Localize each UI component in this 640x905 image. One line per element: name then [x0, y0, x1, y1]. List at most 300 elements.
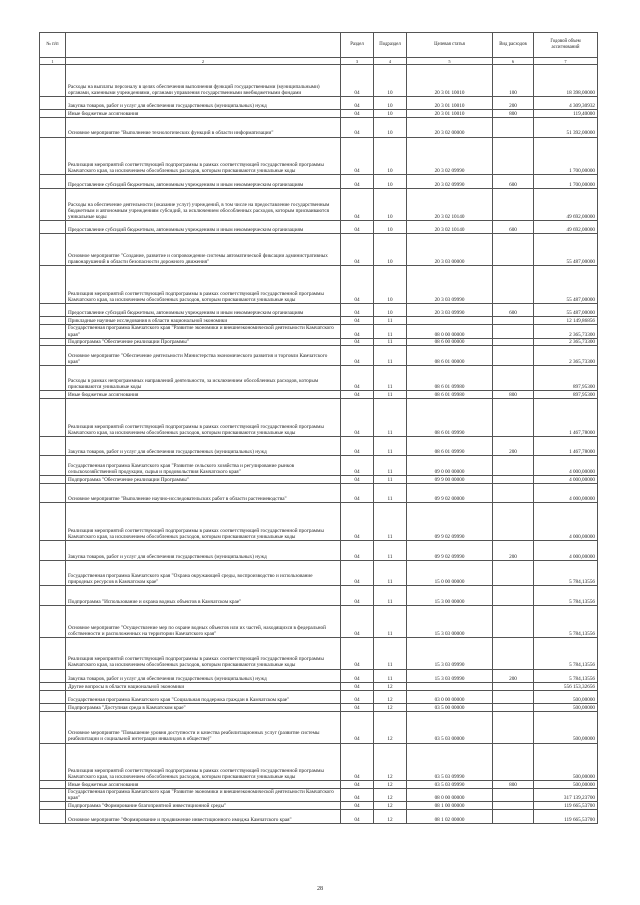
row-target-article-cell: 09 9 00 00000	[407, 476, 493, 484]
row-podrazdel-cell: 11	[374, 669, 407, 683]
row-number-cell	[40, 476, 66, 484]
row-razdel-cell: 04	[341, 456, 374, 476]
table-row	[40, 503, 598, 541]
row-razdel-cell: 04	[341, 398, 374, 436]
row-expense-type-cell	[493, 324, 534, 338]
row-amount-cell: 55 487,00000	[534, 303, 598, 317]
row-razdel-cell: 04	[341, 541, 374, 561]
row-podrazdel-cell: 11	[374, 324, 407, 338]
row-expense-type-cell: 600	[493, 220, 534, 234]
row-amount-cell: 119,40000	[534, 110, 598, 118]
table-row	[40, 436, 598, 456]
row-podrazdel-cell: 12	[374, 788, 407, 802]
row-target-article-cell: 09 0 00 00000	[407, 456, 493, 476]
row-razdel-cell: 04	[341, 683, 374, 691]
row-podrazdel-cell: 12	[374, 690, 407, 704]
row-amount-cell: 5 784,13556	[534, 637, 598, 669]
row-podrazdel-cell: 10	[374, 65, 407, 97]
row-razdel-cell: 04	[341, 781, 374, 789]
row-name-cell: Предоставление субсидий бюджетным, автономным учреждениям и иным некоммерческим организациям	[66, 303, 341, 317]
table-row	[40, 234, 598, 266]
row-podrazdel-cell: 11	[374, 483, 407, 503]
row-razdel-cell: 04	[341, 586, 374, 606]
row-number-cell	[40, 541, 66, 561]
row-number-cell	[40, 220, 66, 234]
row-name-cell: Основное мероприятие "Обеспечение деятельности Министерства экономического развития и торговли Камчатского края"	[66, 346, 341, 366]
row-expense-type-cell	[493, 810, 534, 824]
row-razdel-cell: 04	[341, 346, 374, 366]
table-row	[40, 476, 598, 484]
row-razdel-cell: 04	[341, 476, 374, 484]
row-target-article-cell: 20 3 02 00000	[407, 117, 493, 137]
row-podrazdel-cell: 11	[374, 436, 407, 456]
row-expense-type-cell	[493, 637, 534, 669]
row-podrazdel-cell: 11	[374, 338, 407, 346]
row-podrazdel-cell: 11	[374, 365, 407, 391]
row-number-cell	[40, 110, 66, 118]
row-name-cell: Реализация мероприятий соответствующей подпрограммы в рамках соответствующей государственной программы Камчатского края, за исключением обособленных расходов, которым присваиваются уникальные коды	[66, 137, 341, 175]
table-row	[40, 365, 598, 391]
row-razdel-cell: 04	[341, 788, 374, 802]
row-podrazdel-cell: 10	[374, 188, 407, 220]
row-name-cell: Государственная программа Камчатского края "Охрана окружающей среды, воспроизводство и использование природных ресурсов в Камчатском крае"	[66, 560, 341, 586]
row-number-cell	[40, 683, 66, 691]
row-amount-cell: 2 365,73300	[534, 324, 598, 338]
row-number-cell	[40, 810, 66, 824]
header-number: № п/п	[40, 33, 66, 58]
row-podrazdel-cell: 10	[374, 110, 407, 118]
table-row	[40, 690, 598, 704]
row-razdel-cell: 04	[341, 266, 374, 304]
header-name	[66, 33, 341, 58]
row-amount-cell: 317 139,23700	[534, 788, 598, 802]
row-razdel-cell: 04	[341, 137, 374, 175]
row-target-article-cell: 08 6 01 09990	[407, 398, 493, 436]
row-amount-cell: 55 487,00000	[534, 266, 598, 304]
row-target-article-cell: 20 3 02 10140	[407, 220, 493, 234]
row-name-cell: Закупка товаров, работ и услуг для обеспечения государственных (муниципальных) нужд	[66, 436, 341, 456]
row-expense-type-cell	[493, 117, 534, 137]
table-row	[40, 338, 598, 346]
row-name-cell: Расходы в рамках непрограммных направлений деятельности, за исключением обособленных расходов, которым присваиваются уникальные коды	[66, 365, 341, 391]
row-razdel-cell: 04	[341, 175, 374, 189]
row-amount-cell: 556 153,32656	[534, 683, 598, 691]
row-expense-type-cell	[493, 266, 534, 304]
row-number-cell	[40, 338, 66, 346]
row-amount-cell: 119 665,53700	[534, 810, 598, 824]
row-number-cell	[40, 234, 66, 266]
row-expense-type-cell	[493, 690, 534, 704]
row-podrazdel-cell: 11	[374, 606, 407, 638]
row-number-cell	[40, 303, 66, 317]
row-podrazdel-cell: 11	[374, 317, 407, 325]
row-target-article-cell: 08 0 00 00000	[407, 788, 493, 802]
row-target-article-cell: 20 3 01 10010	[407, 110, 493, 118]
row-target-article-cell: 08 6 01 00000	[407, 346, 493, 366]
row-name-cell: Реализация мероприятий соответствующей подпрограммы в рамках соответствующей государственной программы Камчатского края, за исключением обособленных расходов, которым присваиваются уникальные коды	[66, 398, 341, 436]
row-razdel-cell: 04	[341, 503, 374, 541]
table-row	[40, 586, 598, 606]
row-expense-type-cell	[493, 456, 534, 476]
row-name-cell: Реализация мероприятий соответствующей подпрограммы в рамках соответствующей государственной программы Камчатского края, за исключением обособленных расходов, которым присваиваются уникальные коды	[66, 266, 341, 304]
row-name-cell: Подпрограмма "Формирование благоприятной инвестиционной среды"	[66, 802, 341, 810]
row-amount-cell: 500,00000	[534, 743, 598, 781]
table-row	[40, 637, 598, 669]
row-expense-type-cell	[493, 476, 534, 484]
row-podrazdel-cell: 12	[374, 704, 407, 712]
row-podrazdel-cell: 12	[374, 743, 407, 781]
row-podrazdel-cell: 11	[374, 398, 407, 436]
row-name-cell: Иные бюджетные ассигнования	[66, 391, 341, 399]
row-expense-type-cell	[493, 503, 534, 541]
row-number-cell	[40, 711, 66, 743]
row-target-article-cell: 08 1 02 00000	[407, 810, 493, 824]
row-name-cell: Расходы на обеспечение деятельности (оказание услуг) учреждений, в том числе на предоставление государственным бюджетным и автономным учреждениям субсидий, за исключением обособленных расходов, которым присваиваются уникальные коды	[66, 188, 341, 220]
row-razdel-cell: 04	[341, 110, 374, 118]
row-number-cell	[40, 365, 66, 391]
row-amount-cell: 5 784,13556	[534, 669, 598, 683]
row-amount-cell: 500,00000	[534, 690, 598, 704]
table-row	[40, 266, 598, 304]
row-podrazdel-cell: 12	[374, 810, 407, 824]
row-razdel-cell: 04	[341, 711, 374, 743]
table-row	[40, 683, 598, 691]
row-number-cell	[40, 690, 66, 704]
row-expense-type-cell	[493, 483, 534, 503]
table-body	[40, 65, 598, 824]
header-razdel: Раздел	[341, 33, 374, 58]
table-row	[40, 137, 598, 175]
row-number-cell	[40, 266, 66, 304]
row-razdel-cell: 04	[341, 117, 374, 137]
row-razdel-cell: 04	[341, 338, 374, 346]
table-row	[40, 802, 598, 810]
row-number-cell	[40, 324, 66, 338]
row-expense-type-cell	[493, 788, 534, 802]
row-expense-type-cell: 800	[493, 781, 534, 789]
column-number: 4	[374, 58, 407, 65]
row-target-article-cell: 15 3 00 00000	[407, 586, 493, 606]
row-podrazdel-cell: 11	[374, 346, 407, 366]
table-row	[40, 810, 598, 824]
row-number-cell	[40, 175, 66, 189]
row-amount-cell: 51 392,00000	[534, 117, 598, 137]
row-name-cell: Реализация мероприятий соответствующей подпрограммы в рамках соответствующей государственной программы Камчатского края, за исключением обособленных расходов, которым присваиваются уникальные коды	[66, 503, 341, 541]
table-row	[40, 117, 598, 137]
row-target-article-cell: 20 3 03 09990	[407, 303, 493, 317]
row-target-article-cell: 03 5 03 09990	[407, 743, 493, 781]
row-target-article-cell: 08 6 01 09980	[407, 365, 493, 391]
header-podrazdel: Подраздел	[374, 33, 407, 58]
row-podrazdel-cell: 12	[374, 802, 407, 810]
row-target-article-cell: 08 0 00 00000	[407, 324, 493, 338]
row-name-cell: Государственная программа Камчатского края "Социальная поддержка граждан в Камчатском крае"	[66, 690, 341, 704]
row-expense-type-cell	[493, 188, 534, 220]
row-number-cell	[40, 188, 66, 220]
row-razdel-cell: 04	[341, 220, 374, 234]
budget-table-sheet	[39, 32, 597, 824]
row-amount-cell: 49 692,00000	[534, 220, 598, 234]
row-razdel-cell: 04	[341, 743, 374, 781]
table-row	[40, 346, 598, 366]
row-number-cell	[40, 456, 66, 476]
row-podrazdel-cell: 10	[374, 303, 407, 317]
row-amount-cell: 4 000,00000	[534, 476, 598, 484]
row-razdel-cell: 04	[341, 483, 374, 503]
row-razdel-cell: 04	[341, 560, 374, 586]
row-podrazdel-cell: 11	[374, 541, 407, 561]
table-row	[40, 743, 598, 781]
row-number-cell	[40, 117, 66, 137]
row-target-article-cell: 15 3 03 09990	[407, 669, 493, 683]
row-razdel-cell: 04	[341, 365, 374, 391]
row-amount-cell: 897,95300	[534, 365, 598, 391]
row-podrazdel-cell: 10	[374, 137, 407, 175]
row-expense-type-cell: 200	[493, 436, 534, 456]
row-podrazdel-cell: 10	[374, 220, 407, 234]
row-name-cell: Расходы на выплаты персоналу в целях обеспечения выполнения функций государственными (муниципальными) органами, казенными учреждениями, органами управления государственными внебюджетными фондами	[66, 65, 341, 97]
table-row	[40, 175, 598, 189]
table-row	[40, 317, 598, 325]
row-amount-cell: 500,00000	[534, 704, 598, 712]
row-amount-cell: 5 784,13556	[534, 560, 598, 586]
row-target-article-cell: 03 5 00 00000	[407, 704, 493, 712]
row-target-article-cell: 08 6 00 00000	[407, 338, 493, 346]
row-podrazdel-cell: 11	[374, 560, 407, 586]
row-amount-cell: 49 692,00000	[534, 188, 598, 220]
row-expense-type-cell	[493, 606, 534, 638]
row-name-cell: Закупка товаров, работ и услуг для обеспечения государственных (муниципальных) нужд	[66, 669, 341, 683]
column-number-row	[40, 58, 598, 65]
row-razdel-cell: 04	[341, 391, 374, 399]
row-expense-type-cell	[493, 365, 534, 391]
row-amount-cell: 2 365,73300	[534, 338, 598, 346]
table-row	[40, 541, 598, 561]
row-expense-type-cell	[493, 802, 534, 810]
table-row	[40, 96, 598, 110]
column-number: 3	[341, 58, 374, 65]
row-target-article-cell: 08 6 01 09990	[407, 436, 493, 456]
row-podrazdel-cell: 11	[374, 391, 407, 399]
row-expense-type-cell: 200	[493, 541, 534, 561]
table-row	[40, 781, 598, 789]
row-razdel-cell: 04	[341, 704, 374, 712]
row-podrazdel-cell: 12	[374, 781, 407, 789]
row-expense-type-cell	[493, 398, 534, 436]
column-number: 6	[493, 58, 534, 65]
row-name-cell: Иные бюджетные ассигнования	[66, 110, 341, 118]
row-name-cell: Основное мероприятие "Выполнение технологических функций в области информатизации"	[66, 117, 341, 137]
row-razdel-cell: 04	[341, 637, 374, 669]
row-number-cell	[40, 317, 66, 325]
table-row	[40, 110, 598, 118]
page-number: 28	[317, 886, 323, 892]
table-row	[40, 669, 598, 683]
row-amount-cell: 12 149,86856	[534, 317, 598, 325]
row-number-cell	[40, 96, 66, 110]
row-number-cell	[40, 137, 66, 175]
row-number-cell	[40, 743, 66, 781]
row-razdel-cell: 04	[341, 690, 374, 704]
row-expense-type-cell: 200	[493, 669, 534, 683]
row-target-article-cell: 08 1 00 00000	[407, 802, 493, 810]
row-number-cell	[40, 788, 66, 802]
table-row	[40, 788, 598, 802]
row-target-article-cell: 20 3 02 10140	[407, 188, 493, 220]
row-amount-cell: 1 467,78000	[534, 398, 598, 436]
row-target-article-cell: 20 3 03 09990	[407, 266, 493, 304]
row-expense-type-cell	[493, 560, 534, 586]
row-target-article-cell: 20 3 03 00000	[407, 234, 493, 266]
row-name-cell: Другие вопросы в области национальной экономики	[66, 683, 341, 691]
row-name-cell: Предоставление субсидий бюджетным, автономным учреждениям и иным некоммерческим организациям	[66, 220, 341, 234]
row-expense-type-cell: 100	[493, 65, 534, 97]
row-razdel-cell: 04	[341, 324, 374, 338]
row-podrazdel-cell: 10	[374, 266, 407, 304]
table-row	[40, 398, 598, 436]
row-target-article-cell: 08 6 01 09980	[407, 391, 493, 399]
column-number: 5	[407, 58, 493, 65]
row-amount-cell: 1 700,00000	[534, 137, 598, 175]
row-name-cell: Основное мероприятие "Повышение уровня доступности и качества реабилитационных услуг (развитие системы реабилитации и социальной интеграции инвалидов в обществе)"	[66, 711, 341, 743]
row-number-cell	[40, 391, 66, 399]
row-number-cell	[40, 704, 66, 712]
row-podrazdel-cell: 11	[374, 586, 407, 606]
row-expense-type-cell	[493, 338, 534, 346]
row-target-article-cell: 20 3 01 10010	[407, 96, 493, 110]
row-target-article-cell: 03 0 00 00000	[407, 690, 493, 704]
table-row	[40, 711, 598, 743]
row-name-cell: Подпрограмма "Использование и охрана водных объектов в Камчатском крае"	[66, 586, 341, 606]
row-podrazdel-cell: 10	[374, 234, 407, 266]
row-number-cell	[40, 436, 66, 456]
row-podrazdel-cell: 11	[374, 637, 407, 669]
row-podrazdel-cell: 12	[374, 711, 407, 743]
row-podrazdel-cell: 12	[374, 683, 407, 691]
row-number-cell	[40, 65, 66, 97]
table-row	[40, 456, 598, 476]
row-razdel-cell: 04	[341, 810, 374, 824]
table-row	[40, 391, 598, 399]
row-number-cell	[40, 586, 66, 606]
table-row	[40, 704, 598, 712]
row-amount-cell: 5 784,13556	[534, 586, 598, 606]
row-expense-type-cell	[493, 711, 534, 743]
row-expense-type-cell: 800	[493, 110, 534, 118]
row-target-article-cell: 09 9 02 09990	[407, 503, 493, 541]
row-name-cell: Закупка товаров, работ и услуг для обеспечения государственных (муниципальных) нужд	[66, 96, 341, 110]
row-razdel-cell: 04	[341, 606, 374, 638]
row-amount-cell: 897,95300	[534, 391, 598, 399]
row-amount-cell: 18 398,00000	[534, 65, 598, 97]
row-amount-cell: 4 000,00000	[534, 541, 598, 561]
row-number-cell	[40, 503, 66, 541]
column-number: 2	[66, 58, 341, 65]
row-amount-cell: 2 365,73300	[534, 346, 598, 366]
row-podrazdel-cell: 11	[374, 503, 407, 541]
row-name-cell: Основное мероприятие "Создание, развитие и сопровождение системы автоматической фиксации административных правонарушений в области безопасности дорожного движения"	[66, 234, 341, 266]
row-number-cell	[40, 802, 66, 810]
column-number: 7	[534, 58, 598, 65]
row-expense-type-cell	[493, 704, 534, 712]
row-expense-type-cell	[493, 137, 534, 175]
row-name-cell: Реализация мероприятий соответствующей подпрограммы в рамках соответствующей государственной программы Камчатского края, за исключением обособленных расходов, которым присваиваются уникальные коды	[66, 743, 341, 781]
row-number-cell	[40, 398, 66, 436]
row-name-cell: Реализация мероприятий соответствующей подпрограммы в рамках соответствующей государственной программы Камчатского края, за исключением обособленных расходов, которым присваиваются уникальные коды	[66, 637, 341, 669]
row-razdel-cell: 04	[341, 96, 374, 110]
row-razdel-cell: 04	[341, 65, 374, 97]
row-number-cell	[40, 606, 66, 638]
row-amount-cell: 119 665,53700	[534, 802, 598, 810]
row-expense-type-cell	[493, 586, 534, 606]
row-amount-cell: 4 000,00000	[534, 456, 598, 476]
table-row	[40, 560, 598, 586]
row-target-article-cell: 15 3 03 00000	[407, 606, 493, 638]
row-name-cell: Закупка товаров, работ и услуг для обеспечения государственных (муниципальных) нужд	[66, 541, 341, 561]
table-row	[40, 220, 598, 234]
row-target-article-cell	[407, 317, 493, 325]
row-podrazdel-cell: 10	[374, 96, 407, 110]
row-name-cell: Подпрограмма "Обеспечение реализации Программы"	[66, 476, 341, 484]
row-number-cell	[40, 637, 66, 669]
table-row	[40, 303, 598, 317]
row-name-cell: Основное мероприятие "Выполнение научно-исследовательских работ в области растениеводства"	[66, 483, 341, 503]
row-number-cell	[40, 483, 66, 503]
row-expense-type-cell	[493, 683, 534, 691]
row-name-cell: Прикладные научные исследования в области национальной экономики	[66, 317, 341, 325]
row-number-cell	[40, 560, 66, 586]
row-target-article-cell: 20 3 02 09990	[407, 137, 493, 175]
row-number-cell	[40, 346, 66, 366]
row-number-cell	[40, 781, 66, 789]
row-razdel-cell: 04	[341, 234, 374, 266]
table-row	[40, 188, 598, 220]
row-amount-cell: 55 487,00000	[534, 234, 598, 266]
row-podrazdel-cell: 10	[374, 117, 407, 137]
row-amount-cell: 500,00000	[534, 781, 598, 789]
row-amount-cell: 4 000,00000	[534, 503, 598, 541]
row-expense-type-cell: 600	[493, 175, 534, 189]
row-expense-type-cell	[493, 743, 534, 781]
row-amount-cell: 5 784,13556	[534, 606, 598, 638]
row-amount-cell: 1 700,00000	[534, 175, 598, 189]
row-name-cell: Государственная программа Камчатского края "Развитие экономики и внешнеэкономической деятельности Камчатского края"	[66, 324, 341, 338]
row-name-cell: Подпрограмма "Обеспечение реализации Программы"	[66, 338, 341, 346]
table-row	[40, 483, 598, 503]
row-amount-cell: 1 467,78000	[534, 436, 598, 456]
row-podrazdel-cell: 11	[374, 476, 407, 484]
row-target-article-cell: 20 3 01 10010	[407, 65, 493, 97]
row-razdel-cell: 04	[341, 303, 374, 317]
row-razdel-cell: 04	[341, 317, 374, 325]
row-name-cell: Иные бюджетные ассигнования	[66, 781, 341, 789]
table-header-row	[40, 33, 598, 58]
row-podrazdel-cell: 11	[374, 456, 407, 476]
header-expense-type: Вид расходов	[493, 33, 534, 58]
row-razdel-cell: 04	[341, 188, 374, 220]
row-number-cell	[40, 669, 66, 683]
row-target-article-cell: 15 3 03 09990	[407, 637, 493, 669]
row-target-article-cell: 20 3 02 09990	[407, 175, 493, 189]
row-target-article-cell: 09 9 02 00000	[407, 483, 493, 503]
row-amount-cell: 500,00000	[534, 711, 598, 743]
table-row	[40, 324, 598, 338]
row-name-cell: Государственная программа Камчатского края "Развитие сельского хозяйства и регулирование рынков сельскохозяйственной продукции, сырья и продовольствия Камчатского края"	[66, 456, 341, 476]
row-name-cell: Основное мероприятие "Формирование и продвижение инвестиционного имиджа Камчатского края"	[66, 810, 341, 824]
row-target-article-cell	[407, 683, 493, 691]
row-razdel-cell: 04	[341, 436, 374, 456]
row-razdel-cell: 04	[341, 669, 374, 683]
